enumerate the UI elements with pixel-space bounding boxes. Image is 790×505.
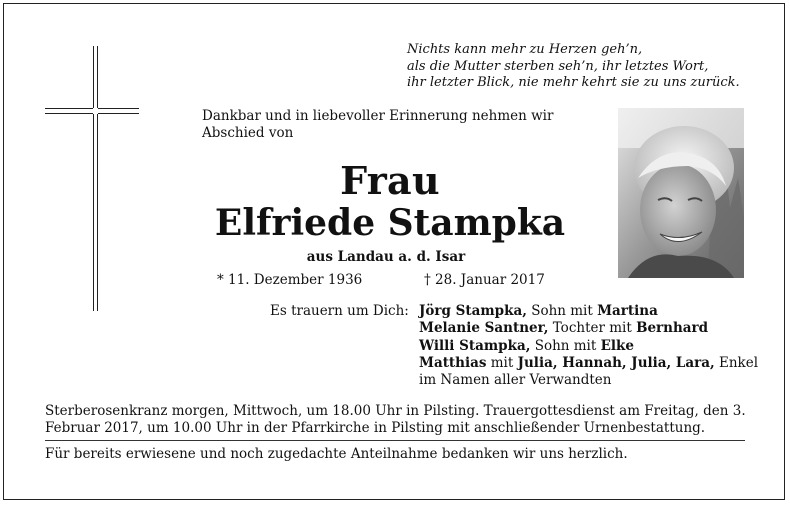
list-item: Willi Stampka, Sohn mit Elke bbox=[419, 337, 634, 354]
list-item: im Namen aller Verwandten bbox=[419, 372, 612, 389]
deceased-name: Elfriede Stampka bbox=[214, 202, 566, 244]
funeral-notice: Sterberosenkranz morgen, Mittwoch, um 18.00 Uhr in Pilsting. Trauergottesdienst am Freitag, den 3. Februar 2017, um 10.00 Uhr in der Pfarrkirche in Pilsting mit anschließender Urnenbestattung. bbox=[45, 403, 746, 436]
death-date: † 28. Januar 2017 bbox=[424, 272, 545, 288]
poem-line: ihr letzter Blick, nie mehr kehrt sie zu uns zurück. bbox=[407, 75, 740, 90]
poem bbox=[407, 42, 767, 92]
portrait-photo bbox=[618, 108, 744, 278]
list-item: Matthias mit Julia, Hannah, Julia, Lara, Enkel bbox=[419, 354, 759, 371]
list-item: Jörg Stampka, Sohn mit Martina bbox=[419, 303, 658, 319]
poem-line: als die Mutter sterben seh’n, ihr letztes Wort, bbox=[407, 58, 709, 74]
list-item: Melanie Santner, Tochter mit Bernhard bbox=[419, 320, 709, 337]
mourners-list bbox=[419, 303, 759, 389]
poem-line: Nichts kann mehr zu Herzen geh’n, bbox=[407, 42, 643, 57]
origin: aus Landau a. d. Isar bbox=[306, 249, 466, 265]
thanks-text: Für bereits erwiesene und noch zugedachte Anteilnahme bedanken wir uns herzlich. bbox=[45, 446, 628, 462]
honorific: Frau bbox=[340, 158, 440, 203]
intro-text: Dankbar und in liebevoller Erinnerung nehmen wir Abschied von bbox=[202, 108, 554, 141]
birth-date: * 11. Dezember 1936 bbox=[217, 272, 363, 288]
divider bbox=[45, 440, 745, 441]
mourners-label: Es trauern um Dich: bbox=[270, 303, 409, 319]
